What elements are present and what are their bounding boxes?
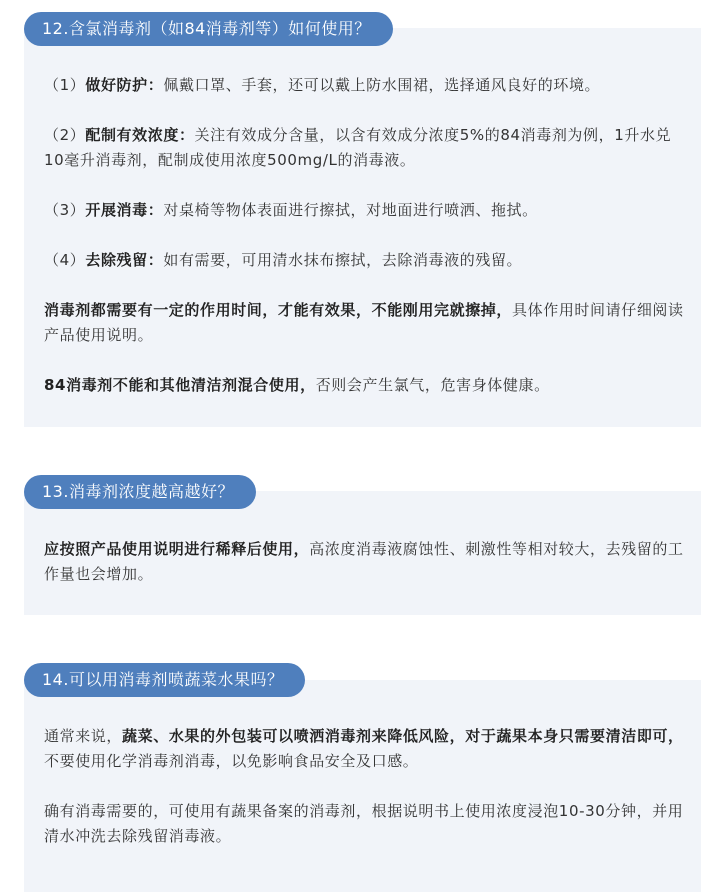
section-12-note-action-time: 消毒剂都需要有一定的作用时间，才能有效果，不能刚用完就擦掉，具体作用时间请仔细阅读产品使用说明。 xyxy=(44,301,684,344)
section-13-paragraph: 应按照产品使用说明进行稀释后使用，高浓度消毒液腐蚀性、刺激性等相对较大，去残留的工作量也会增加。 xyxy=(44,540,684,583)
section-14-paragraph-2: 确有消毒需要的，可使用有蔬果备案的消毒剂，根据说明书上使用浓度浸泡10-30分钟，并用清水冲洗去除残留消毒液。 xyxy=(44,802,684,845)
section-12-heading: 12.含氯消毒剂（如84消毒剂等）如何使用？ xyxy=(24,12,393,46)
section-12-note-no-mixing: 84消毒剂不能和其他清洁剂混合使用，否则会产生氯气，危害身体健康。 xyxy=(44,376,550,394)
section-13-heading: 13.消毒剂浓度越高越好？ xyxy=(24,475,256,509)
section-12-paragraph-1: （1）做好防护：佩戴口罩、手套，还可以戴上防水围裙，选择通风良好的环境。 xyxy=(44,76,601,94)
section-14-heading: 14.可以用消毒剂喷蔬菜水果吗？ xyxy=(24,663,305,697)
section-12-paragraph-3: （3）开展消毒：对桌椅等物体表面进行擦拭，对地面进行喷洒、拖拭。 xyxy=(44,201,538,219)
section-14-card xyxy=(24,680,701,892)
section-12-paragraph-2: （2）配制有效浓度：关注有效成分含量，以含有效成分浓度5%的84消毒剂为例，1升水兑10毫升消毒剂，配制成使用浓度500mg/L的消毒液。 xyxy=(44,126,672,169)
section-14-paragraph-1: 通常来说，蔬菜、水果的外包装可以喷洒消毒剂来降低风险，对于蔬果本身只需要清洁即可，不要使用化学消毒剂消毒，以免影响食品安全及口感。 xyxy=(44,727,684,770)
section-12-paragraph-4: （4）去除残留：如有需要，可用清水抹布擦拭，去除消毒液的残留。 xyxy=(44,251,523,269)
